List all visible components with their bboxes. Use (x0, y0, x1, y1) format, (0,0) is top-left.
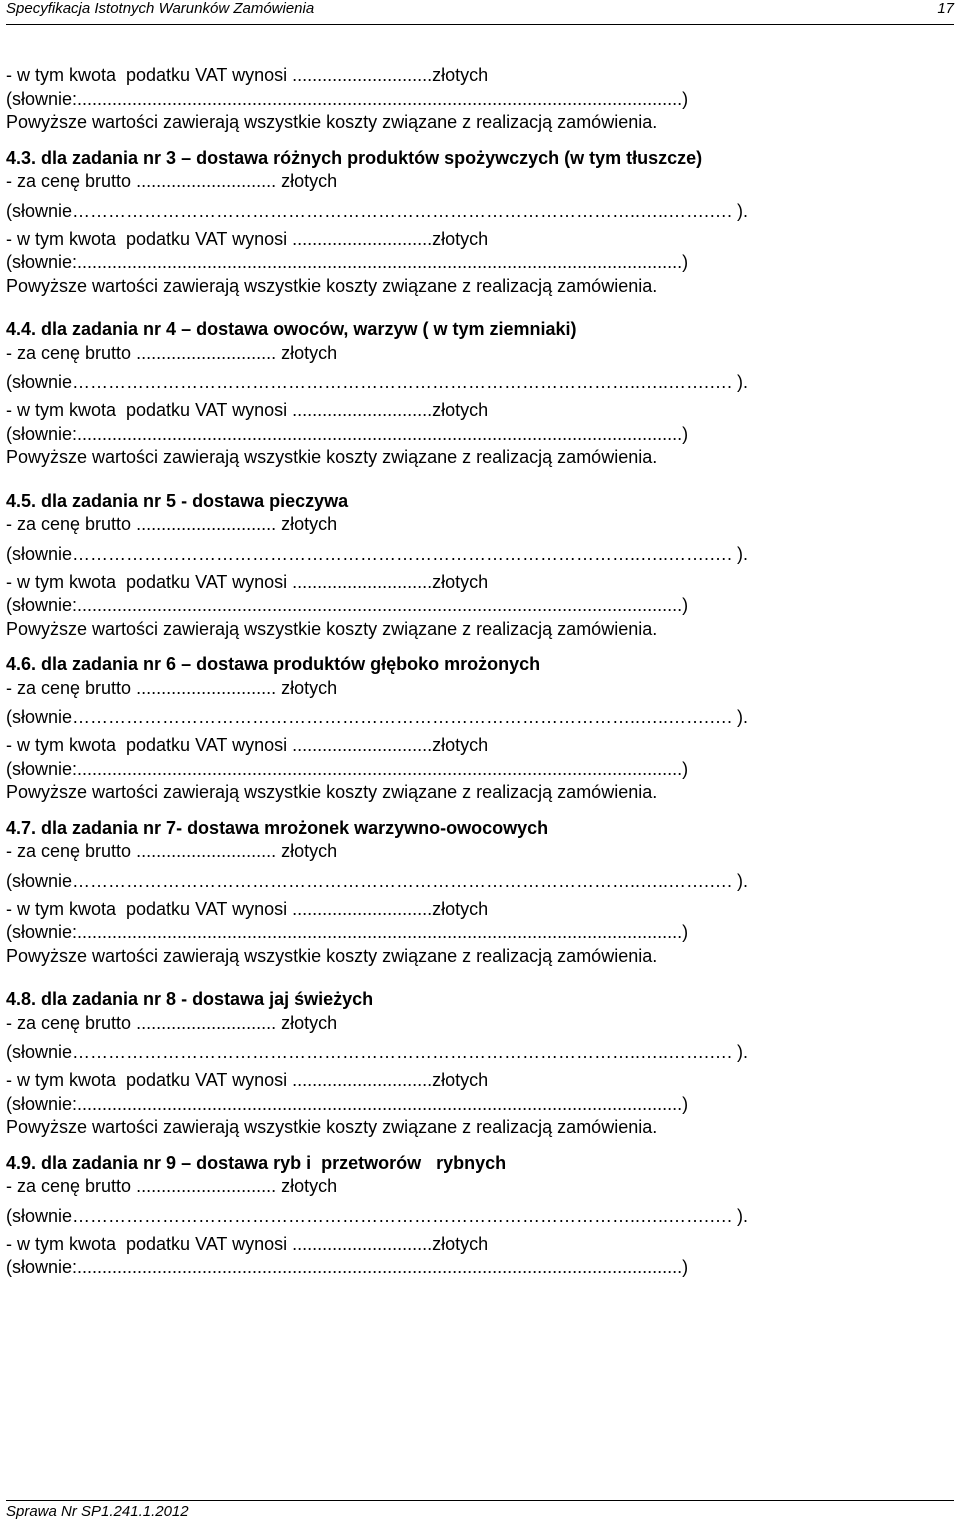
vat-line: - w tym kwota podatku VAT wynosi ............................złotych (6, 735, 489, 755)
slownie-label: (słownie (6, 372, 73, 392)
section-heading: 4.9. dla zadania nr 9 – dostawa ryb i przetworów rybnych (6, 1152, 507, 1173)
slownie-label: (słownie (6, 707, 73, 727)
slownie-dotted-line (6, 194, 946, 228)
slownie-dots: …………………………………………………………………………………..…..…….…. ). (72, 1205, 749, 1226)
document-title: Specyfikacja Istotnych Warunków Zamówienia (6, 0, 315, 17)
gross-price-line: - za cenę brutto ............................ złotych (6, 514, 338, 534)
costs-note: Powyższe wartości zawierają wszystkie koszty związane z realizacją zamówienia. (6, 275, 658, 296)
slownie-dots: …………………………………………………………………………………..…..…….…. ). (72, 707, 749, 727)
gross-price-line: - za cenę brutto ............................ złotych (6, 677, 338, 698)
slownie-line: (słownie:.........................................................................................................................) (6, 252, 689, 272)
section-heading: 4.4. dla zadania nr 4 – dostawa owoców, warzyw ( w tym ziemniaki) (6, 319, 577, 339)
gross-price-line: - za cenę brutto ............................ złotych (6, 1176, 338, 1196)
costs-note: Powyższe wartości zawierają wszystkie koszty związane z realizacją zamówienia. (6, 447, 658, 467)
section-heading: 4.7. dla zadania nr 7- dostawa mrożonek warzywno-owocowych (6, 817, 549, 838)
slownie-dots: …………………………………………………………………………………..…..…….…. ). (72, 200, 749, 221)
vat-line: - w tym kwota podatku VAT wynosi ............................złotych (6, 65, 489, 85)
slownie-label: (słownie (6, 543, 73, 564)
gross-price-line: - za cenę brutto ............................ złotych (6, 171, 338, 191)
section-heading: 4.5. dla zadania nr 5 - dostawa pieczywa (6, 490, 349, 511)
slownie-line: (słownie:.........................................................................................................................) (6, 922, 689, 942)
vat-line: - w tym kwota podatku VAT wynosi ............................złotych (6, 571, 489, 592)
section-heading: 4.8. dla zadania nr 8 - dostawa jaj świeżych (6, 989, 374, 1009)
slownie-line: (słownie:.........................................................................................................................) (6, 423, 689, 444)
slownie-dots: …………………………………………………………………………………..…..…….…. ). (72, 1042, 749, 1062)
slownie-dots: …………………………………………………………………………………..…..…….…. ). (72, 372, 749, 392)
page-number: 17 (937, 0, 954, 17)
document-body (6, 64, 946, 1280)
slownie-dots: …………………………………………………………………………………..…..…….…. ). (72, 870, 749, 891)
section-heading: 4.6. dla zadania nr 6 – dostawa produktów głęboko mrożonych (6, 654, 541, 674)
slownie-line: (słownie:.........................................................................................................................) (6, 88, 689, 109)
vat-line: - w tym kwota podatku VAT wynosi ............................złotych (6, 898, 489, 919)
vat-line: - w tym kwota podatku VAT wynosi ............................złotych (6, 1233, 489, 1254)
gross-price-line: - za cenę brutto ............................ złotych (6, 1012, 338, 1033)
slownie-dotted-line (6, 1035, 946, 1069)
gross-price-line: - za cenę brutto ............................ złotych (6, 841, 338, 861)
slownie-dotted-line (6, 365, 946, 399)
slownie-dotted-line (6, 1199, 946, 1233)
page-footer (6, 1500, 954, 1520)
slownie-label: (słownie (6, 1205, 73, 1226)
slownie-label: (słownie (6, 200, 73, 221)
vat-line: - w tym kwota podatku VAT wynosi ............................złotych (6, 228, 489, 249)
slownie-dots: …………………………………………………………………………………..…..…….…. ). (72, 543, 749, 564)
slownie-dotted-line (6, 537, 946, 571)
vat-line: - w tym kwota podatku VAT wynosi ............................złotych (6, 1070, 489, 1090)
costs-note: Powyższe wartości zawierają wszystkie koszty związane z realizacją zamówienia. (6, 618, 658, 639)
vat-line: - w tym kwota podatku VAT wynosi ............................złotych (6, 400, 489, 420)
slownie-label: (słownie (6, 870, 73, 891)
slownie-dotted-line (6, 700, 946, 734)
slownie-label: (słownie (6, 1042, 73, 1062)
slownie-line: (słownie:.........................................................................................................................) (6, 1093, 689, 1114)
costs-note: Powyższe wartości zawierają wszystkie koszty związane z realizacją zamówienia. (6, 1117, 658, 1137)
page-header (6, 0, 954, 25)
slownie-line: (słownie:.........................................................................................................................) (6, 595, 689, 615)
case-number: Sprawa Nr SP1.241.1.2012 (6, 1503, 189, 1520)
slownie-line: (słownie:.........................................................................................................................) (6, 1257, 689, 1277)
slownie-line: (słownie:.........................................................................................................................) (6, 758, 689, 779)
slownie-dotted-line (6, 864, 946, 898)
costs-note: Powyższe wartości zawierają wszystkie koszty związane z realizacją zamówienia. (6, 782, 658, 802)
section-heading: 4.3. dla zadania nr 3 – dostawa różnych produktów spożywczych (w tym tłuszcze) (6, 147, 703, 168)
gross-price-line: - za cenę brutto ............................ złotych (6, 342, 338, 363)
costs-note: Powyższe wartości zawierają wszystkie koszty związane z realizacją zamówienia. (6, 112, 658, 132)
costs-note: Powyższe wartości zawierają wszystkie koszty związane z realizacją zamówienia. (6, 945, 658, 966)
